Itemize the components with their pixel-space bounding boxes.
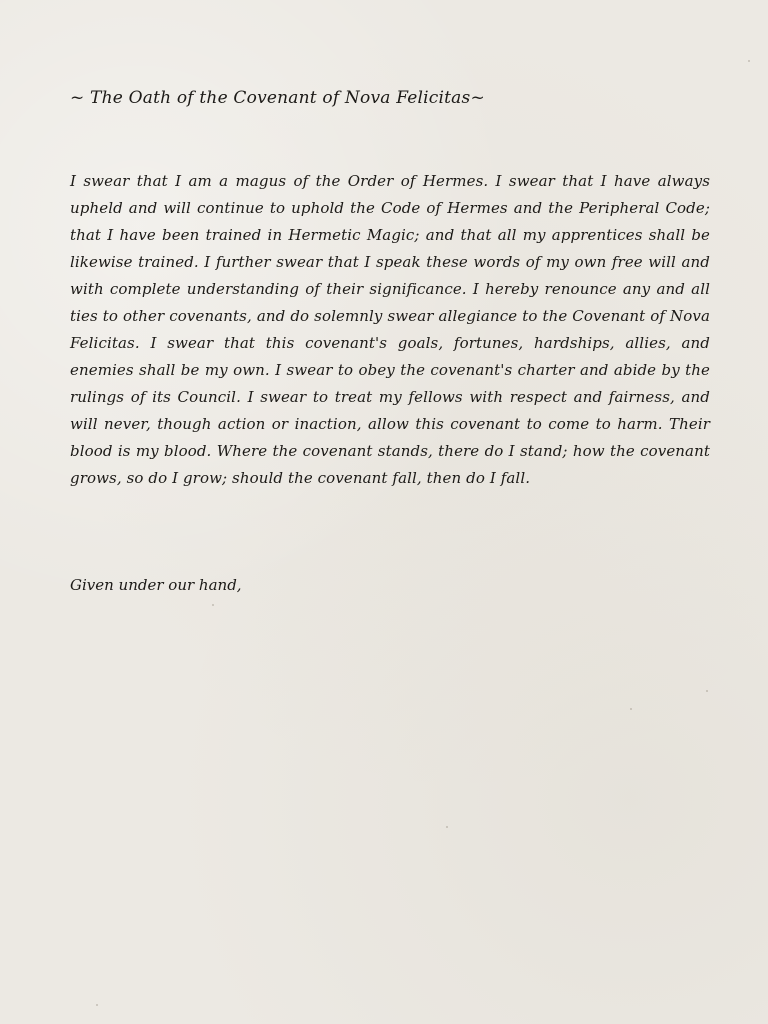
oath-title: ~ The Oath of the Covenant of Nova Felicitas~	[70, 88, 485, 108]
oath-body-text: I swear that I am a magus of the Order of Hermes. I swear that I have always upheld and will continue to uphold the Code of Hermes and the Peripheral Code; that I have been trained in Hermetic Magic; and that all my apprentices shall be likewise trained. I further swear that I speak these words of my own free will and with complete understanding of their significance. I hereby renounce any and all ties to other covenants, and do solemnly swear allegiance to the Covenant of Nova Felicitas. I swear that this covenant's goals, fortunes, hardships, allies, and enemies shall be my own. I swear to obey the covenant's charter and abide by the rulings of its Council. I swear to treat my fellows with respect and fairness, and will never, though action or inaction, allow this covenant to come to harm. Their blood is my blood. Where the covenant stands, there do I stand; how the covenant grows, so do I grow; should the covenant fall, then do I fall.	[70, 172, 710, 487]
paper-speck	[630, 708, 632, 710]
paper-speck	[212, 604, 214, 606]
closing-line: Given under our hand,	[70, 576, 242, 594]
paper-speck	[706, 690, 708, 692]
paper-speck	[446, 826, 448, 828]
paper-speck	[96, 1004, 98, 1006]
paper-speck	[748, 60, 750, 62]
